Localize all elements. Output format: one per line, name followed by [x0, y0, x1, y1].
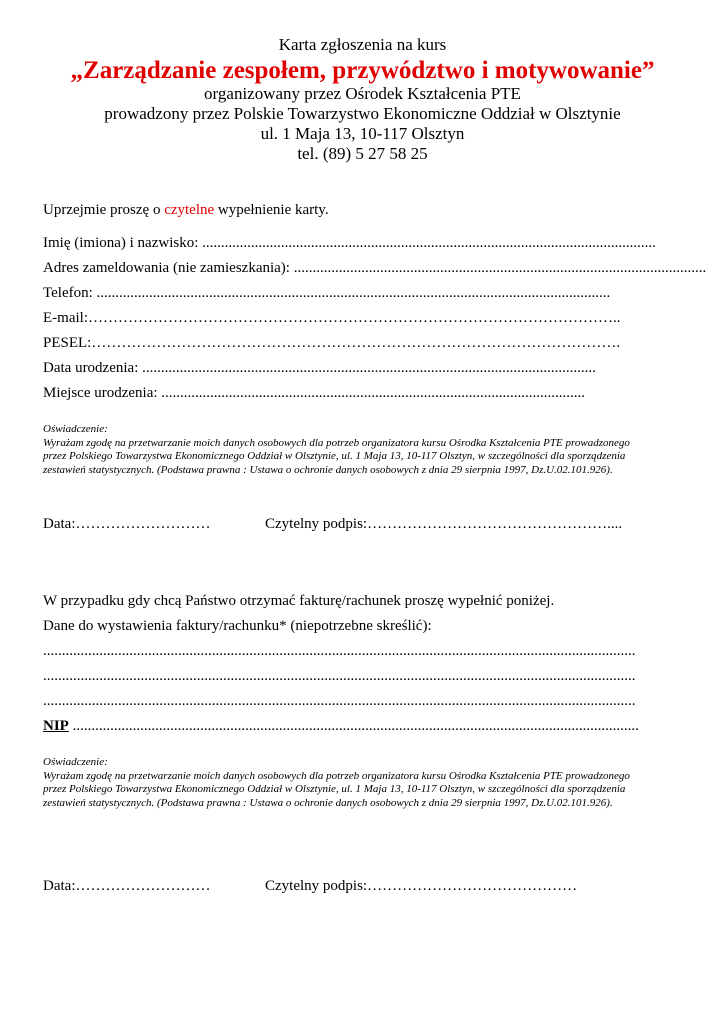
invoice-line-2[interactable]: .............................................................................................................................................................. — [43, 668, 636, 684]
invoice-line-3[interactable]: .............................................................................................................................................................. — [43, 693, 636, 709]
organizer-line: organizowany przez Ośrodek Kształcenia PTE — [204, 84, 521, 103]
declaration-1-heading: Oświadczenie: — [43, 423, 108, 435]
field-phone[interactable] — [43, 284, 643, 302]
invoice-label: Dane do wystawienia faktury/rachunku* (niepotrzebne skreślić): — [43, 618, 432, 634]
signature-2-date[interactable]: Data:……………………… — [43, 878, 211, 894]
intro-text — [43, 201, 329, 219]
declaration-2 — [43, 756, 643, 810]
field-birth-date-label: Data urodzenia: — [43, 360, 143, 376]
declaration-2-text: Wyrażam zgodę na przetwarzanie moich danych osobowych dla potrzeb organizatora kursu Ośrodka Kształcenia PTE prowadzonego przez Polskiego Towarzystwa Ekonomicznego Oddział w Olsztynie, ul. 1 Maja 13, 10-117 Olsztyn, w szczególności dla sporządzenia zestawień statystycznych. (Podstawa prawna : Ustawa o ochronie danych osobowych z dnia 29 sierpnia 1997, Dz.U.02.101.926). — [43, 769, 630, 809]
field-phone-label: Telefon: — [43, 285, 97, 301]
phone-line: tel. (89) 5 27 58 25 — [297, 144, 428, 163]
field-pesel-label: PESEL: — [43, 335, 92, 351]
field-email-dots[interactable]: …………………………………………………………………………………………….. — [88, 310, 621, 326]
nip-dots[interactable]: ....................................................................................................................................................... — [68, 718, 639, 734]
field-birth-date[interactable] — [43, 359, 643, 377]
field-name[interactable] — [43, 234, 656, 252]
field-phone-dots[interactable]: ......................................................................................................................................... — [96, 285, 611, 301]
signature-1-date[interactable]: Data:……………………… — [43, 516, 211, 532]
field-birth-place-dots[interactable]: ................................................................................................................. — [161, 385, 586, 401]
signature-1-sign[interactable]: Czytelny podpis:………………………………………….... — [265, 516, 623, 532]
form-heading: Karta zgłoszenia na kurs — [278, 35, 447, 54]
field-name-dots[interactable]: ......................................................................................................................... — [202, 235, 656, 251]
invoice-line-1[interactable]: .............................................................................................................................................................. — [43, 643, 636, 659]
intro-before: Uprzejmie proszę o — [43, 202, 165, 218]
nip-field[interactable] — [43, 717, 640, 735]
declaration-1 — [43, 423, 643, 477]
field-birth-place-label: Miejsce urodzenia: — [43, 385, 162, 401]
conducted-by-line: prowadzony przez Polskie Towarzystwo Ekonomiczne Oddział w Olsztynie — [104, 104, 621, 123]
field-birth-date-dots[interactable]: ......................................................................................................................... — [142, 360, 596, 376]
field-address-label: Adres zameldowania (nie zamieszkania): — [43, 260, 294, 276]
invoice-intro: W przypadku gdy chcą Państwo otrzymać fakturę/rachunek proszę wypełnić poniżej. — [43, 593, 555, 609]
nip-label: NIP — [43, 718, 69, 734]
field-email-label: E-mail: — [43, 310, 88, 326]
declaration-1-text: Wyrażam zgodę na przetwarzanie moich danych osobowych dla potrzeb organizatora kursu Ośrodka Kształcenia PTE prowadzonego przez Polskiego Towarzystwa Ekonomicznego Oddział w Olsztynie, ul. 1 Maja 13, 10-117 Olsztyn, w szczególności dla sporządzenia zestawień statystycznych. (Podstawa prawna : Ustawa o ochronie danych osobowych z dnia 29 sierpnia 1997, Dz.U.02.101.926). — [43, 436, 630, 476]
field-pesel-dots[interactable]: ……………………………………………………………………………………………. — [91, 335, 621, 351]
field-pesel[interactable] — [43, 334, 643, 352]
declaration-2-heading: Oświadczenie: — [43, 756, 108, 768]
course-title: „Zarządzanie zespołem, przywództwo i motywowanie” — [70, 57, 655, 84]
intro-highlight: czytelne — [164, 202, 215, 218]
intro-after: wypełnienie karty. — [214, 202, 329, 218]
signature-2-sign[interactable]: Czytelny podpis:…………………………………… — [265, 878, 578, 894]
field-name-label: Imię (imiona) i nazwisko: — [43, 235, 203, 251]
field-address-dots[interactable]: .............................................................................................................. — [293, 260, 707, 276]
field-birth-place[interactable] — [43, 384, 643, 402]
address-line: ul. 1 Maja 13, 10-117 Olsztyn — [260, 124, 465, 143]
field-address[interactable] — [43, 259, 707, 277]
field-email[interactable] — [43, 309, 643, 327]
